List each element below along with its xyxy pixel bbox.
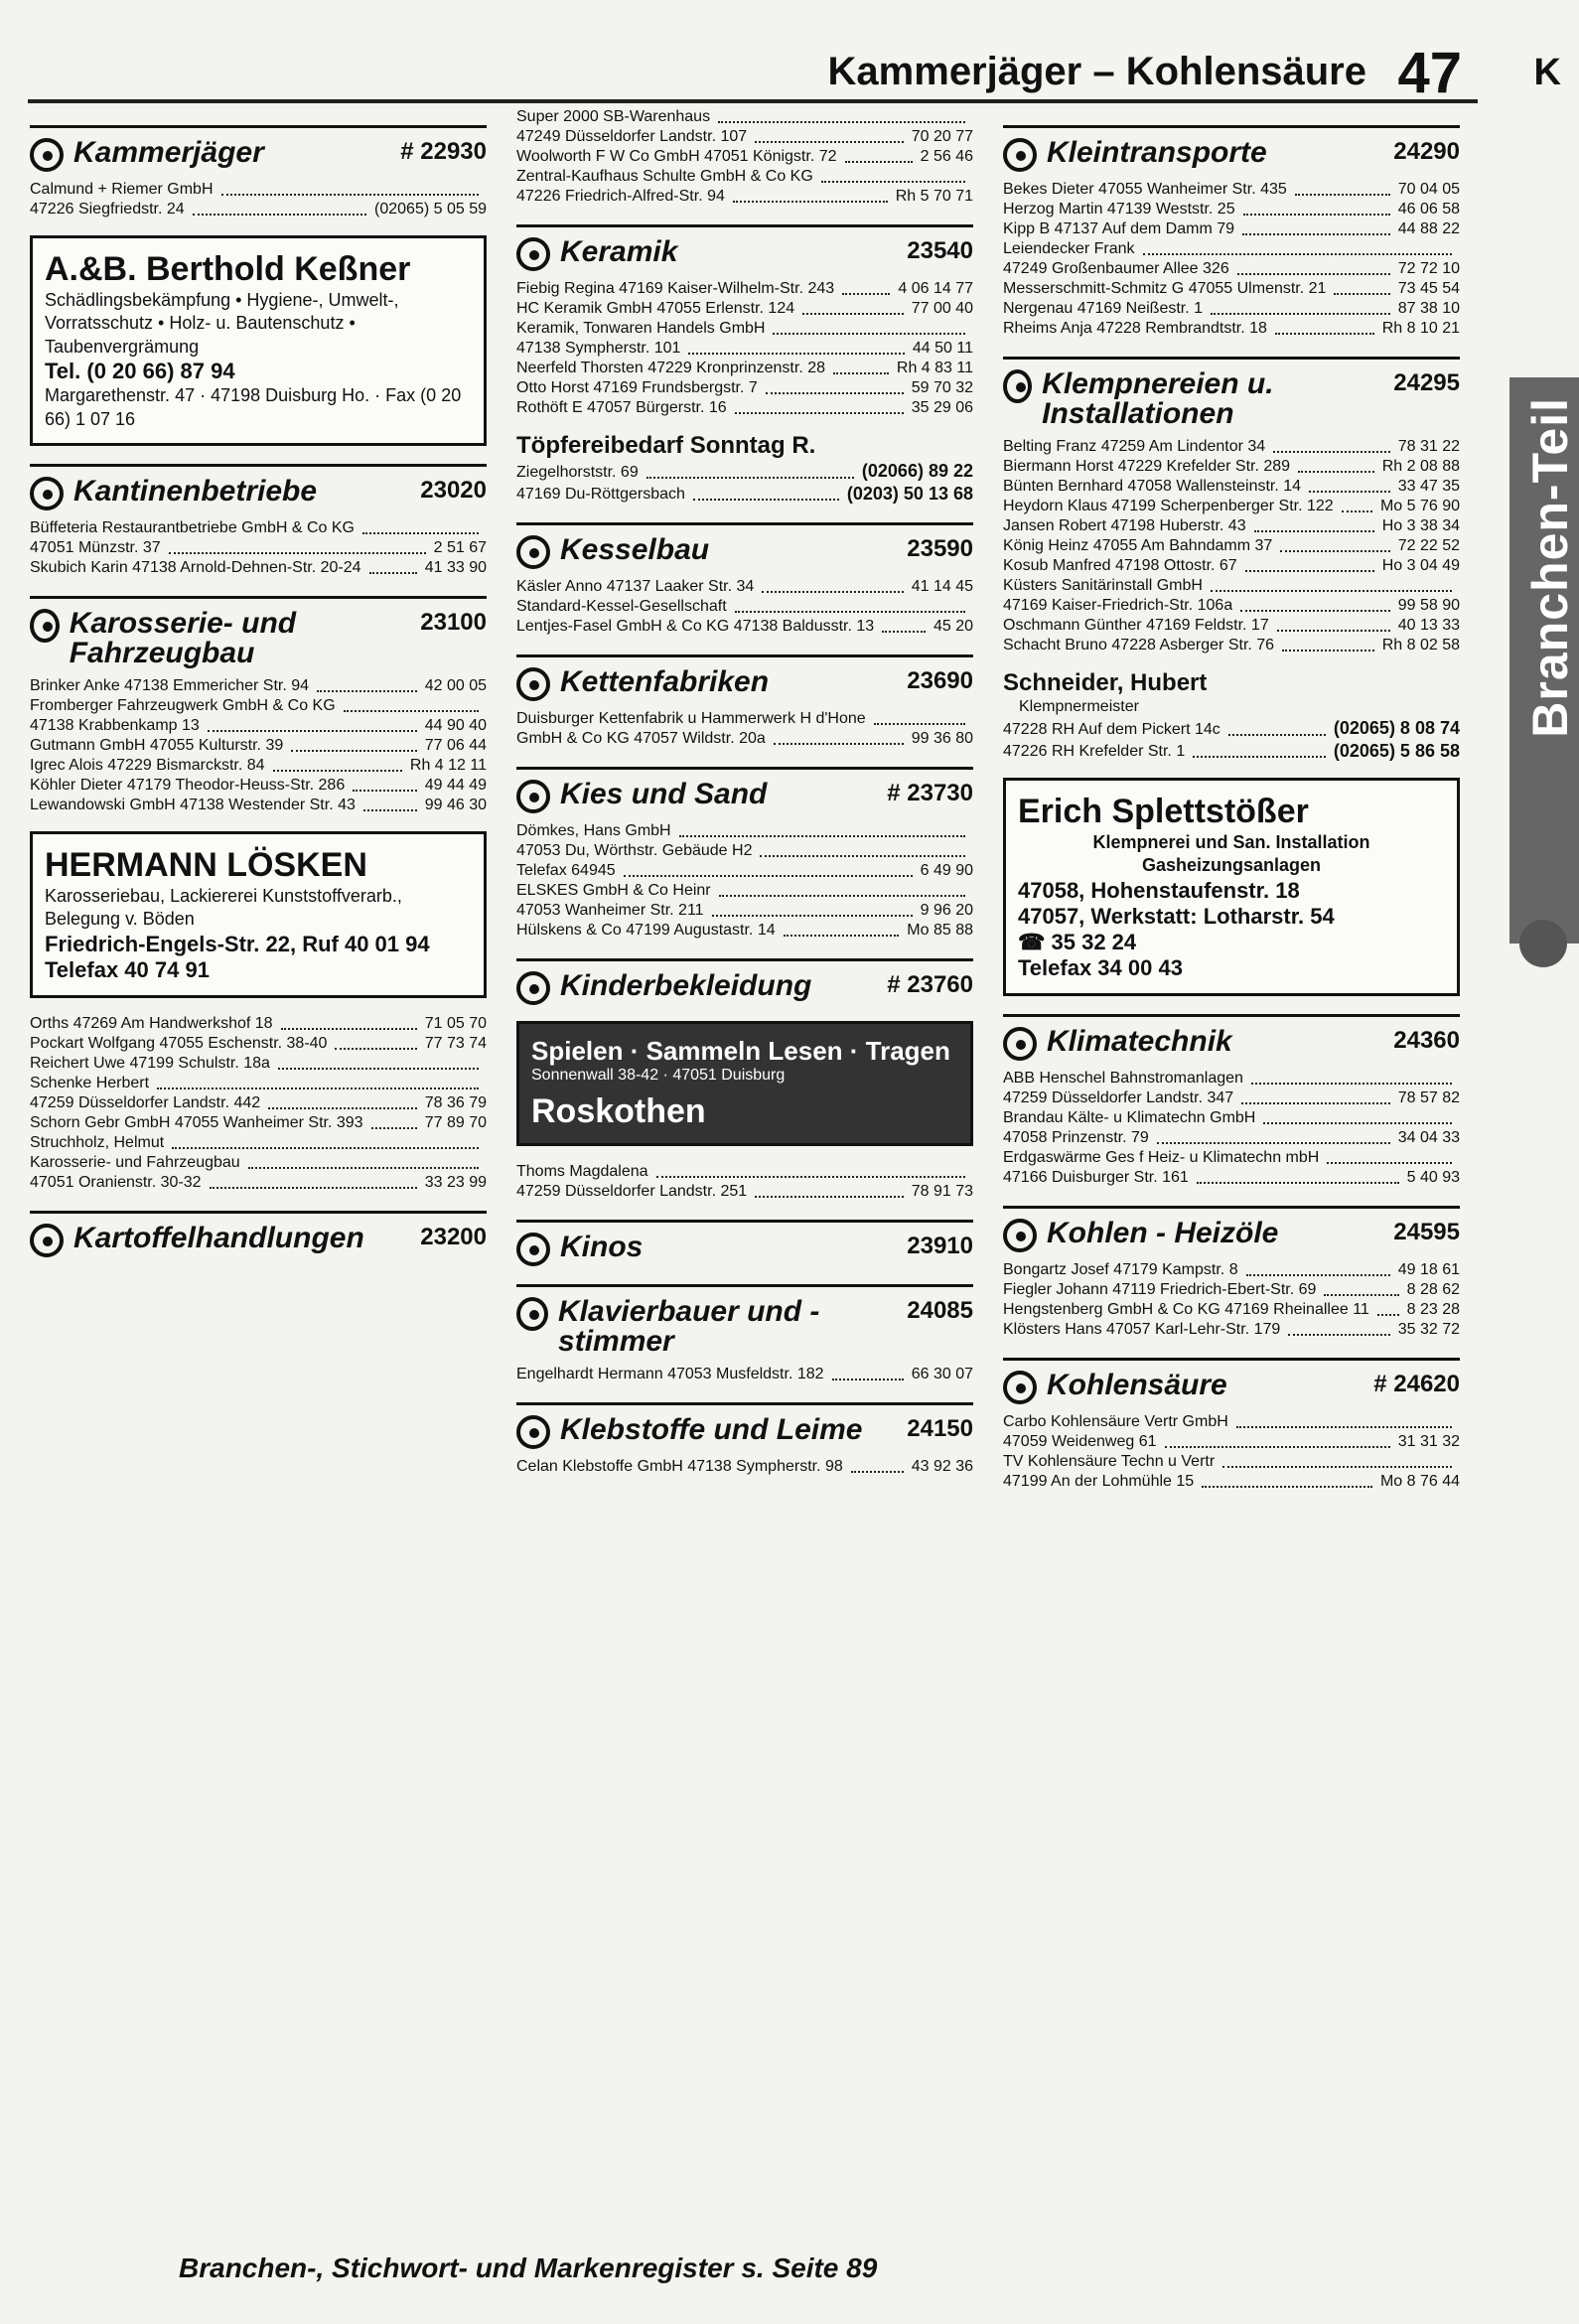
featured-title: Schneider, Hubert xyxy=(1003,669,1208,696)
listing-group: Orths 47269 Am Handwerkshof 18 71 05 70 Pockart Wolfgang 47055 Eschenstr. 38-40 77 73 74 Reichert Uwe 47199 Schulstr. 18a Schenke Herbert 47259 Düsseldorfer Landstr. 442 78 36 79 Schorn Gebr GmbH 47055 Wanheimer Str. 393 77 89 70 Struchholz, Helmut Karosserie- und Fahrzeugbau 47051 Oranienstr. 30-32 33 23 99 xyxy=(30,1014,487,1191)
page-footer: Branchen-, Stichwort- und Markenregister s. Seite 89 xyxy=(179,2252,878,2283)
ad-phone: ☎ 35 32 24 xyxy=(1018,929,1137,954)
section-name: Kartoffelhandlungen xyxy=(73,1221,364,1254)
section-circle-icon xyxy=(30,609,60,643)
listing-group: Calmund + Riemer GmbH 47226 Siegfriedstr. 24 (02065) 5 05 59 xyxy=(30,181,487,218)
ad-title: A.&B. Berthold Keßner xyxy=(45,250,411,288)
listing-group: Super 2000 SB-Warenhaus 47249 Düsseldorfer Landstr. 107 70 20 77 Woolworth F W Co GmbH 47051 Königstr. 72 2 56 46 Zentral-Kaufhaus Schulte GmbH & Co KG 47226 Friedrich-Alfred-Str. 94 Rh 5 70 71 xyxy=(516,108,973,205)
section-circle-icon xyxy=(1003,369,1032,403)
listing-group: Duisburger Kettenfabrik u Hammerwerk H d'Hone GmbH & Co KG 47057 Wildstr. 20a 99 36 80 xyxy=(516,710,973,747)
section-code: # 24620 xyxy=(1373,1370,1460,1397)
page-header xyxy=(28,41,1478,105)
featured-title: Töpfereibedarf Sonntag R. xyxy=(516,432,816,459)
section-code: # 22930 xyxy=(400,138,487,165)
section-header xyxy=(516,767,973,813)
section-header xyxy=(516,1402,973,1449)
page-title: Kammerjäger – Kohlensäure xyxy=(827,50,1366,93)
section-header xyxy=(1003,357,1460,429)
ad-text: Karosseriebau, Lackiererei Kunststoffverarb., Belegung v. Böden xyxy=(45,885,402,930)
section-circle-icon xyxy=(516,237,550,271)
section-code: 24295 xyxy=(1393,369,1460,396)
listing-group: Celan Klebstoffe GmbH 47138 Sympherstr. 98 43 92 36 xyxy=(516,1458,973,1475)
section-code: 23590 xyxy=(907,535,973,562)
section-header xyxy=(516,224,973,271)
section-name: Kinos xyxy=(560,1231,644,1263)
section-circle-icon xyxy=(30,1224,64,1257)
listing-group: Thoms Magdalena 47259 Düsseldorfer Landstr. 251 78 91 73 xyxy=(516,1163,973,1200)
section-circle-icon xyxy=(1003,1371,1037,1404)
section-header xyxy=(516,654,973,701)
featured-subtitle: Klempnermeister xyxy=(1019,698,1139,715)
section-code: 23910 xyxy=(907,1233,973,1259)
section-circle-icon xyxy=(516,1415,550,1449)
listing-group: Dömkes, Hans GmbH 47053 Du, Wörthstr. Gebäude H2 Telefax 64945 6 49 90 ELSKES GmbH & Co Heinr 47053 Wanheimer Str. 211 9 96 20 Hülskens & Co 47199 Augustastr. 14 Mo 85 88 xyxy=(516,822,973,939)
section-header xyxy=(1003,1014,1460,1061)
section-header xyxy=(1003,125,1460,172)
section-circle-icon xyxy=(516,1233,550,1266)
side-tab xyxy=(1509,377,1579,944)
section-circle-icon xyxy=(516,780,550,813)
section-circle-icon xyxy=(516,971,550,1005)
section-header xyxy=(30,596,487,668)
section-name: Kohlensäure xyxy=(1047,1368,1227,1401)
section-circle-icon xyxy=(516,535,550,569)
featured-listing: Schneider, Hubert Klempnermeister 47228 RH Auf dem Pickert 14c (02065) 8 08 74 47226 RH Krefelder Str. 1 (02065) 5 86 58 xyxy=(1003,669,1460,761)
column-1 xyxy=(30,107,487,1265)
section-code: 23020 xyxy=(420,476,487,504)
section-header xyxy=(30,125,487,172)
ad-splettstoesser xyxy=(1003,778,1460,996)
section-circle-icon xyxy=(30,138,64,172)
section-code: 24290 xyxy=(1393,138,1460,165)
ad-contact: Friedrich-Engels-Str. 22, Ruf 40 01 94 xyxy=(45,931,430,956)
listing-group: Belting Franz 47259 Am Lindentor 34 78 31 22 Biermann Horst 47229 Krefelder Str. 289 Rh 2 08 88 Bünten Bernhard 47058 Wallensteinstr. 14 33 47 35 Heydorn Klaus 47199 Scherpenberger Str. 122 Mo 5 76 90 Jansen Robert 47198 Huberstr. 43 Ho 3 38 34 König Heinz 47055 Am Bahndamm 37 72 22 52 Kosub Manfred 47198 Ottostr. 67 Ho 3 04 49 Küsters Sanitärinstall GmbH 47169 Kaiser-Friedrich-Str. 106a 99 58 90 Oschmann Günther 47169 Feldstr. 17 40 13 33 Schacht Bruno 47228 Asberger Str. 76 Rh 8 02 58 xyxy=(1003,438,1460,654)
listing-group: Engelhardt Hermann 47053 Musfeldstr. 182 66 30 07 xyxy=(516,1366,973,1382)
section-header xyxy=(516,1220,973,1266)
section-circle-icon xyxy=(30,477,64,510)
section-code: # 23760 xyxy=(887,971,973,998)
listing-group: Bongartz Josef 47179 Kampstr. 8 49 18 61 Fiegler Johann 47119 Friedrich-Ebert-Str. 69 8 28 62 Hengstenberg GmbH & Co KG 47169 Rheinallee 11 8 23 28 Klösters Hans 47057 Karl-Lehr-Str. 179 35 32 72 xyxy=(1003,1260,1460,1338)
ad-text: Klempnerei und San. Installation Gasheizungsanlagen xyxy=(1092,832,1370,876)
section-header xyxy=(516,958,973,1005)
section-code: 24360 xyxy=(1393,1026,1460,1054)
column-2 xyxy=(516,107,973,1477)
ad-fax: Telefax 34 00 43 xyxy=(1018,954,1183,980)
side-tab-label: Branchen-Teil xyxy=(1522,397,1578,738)
section-name: Klempnereien u. Installationen xyxy=(1042,367,1274,430)
section-header xyxy=(30,464,487,510)
section-name: Klavierbauer und -stimmer xyxy=(558,1295,820,1358)
section-header xyxy=(1003,1206,1460,1252)
section-name: Karosserie- und Fahrzeugbau xyxy=(69,606,297,669)
ad-brand: Roskothen xyxy=(531,1092,706,1130)
section-letter: K xyxy=(1533,52,1561,93)
listing-group: Brinker Anke 47138 Emmericher Str. 94 42 00 05 Fromberger Fahrzeugwerk GmbH & Co KG 47138 Krabbenkamp 13 44 90 40 Gutmann GmbH 47055 Kulturstr. 39 77 06 44 Igrec Alois 47229 Bismarckstr. 84 Rh 4 12 11 Köhler Dieter 47179 Theodor-Heuss-Str. 286 49 44 49 Lewandowski GmbH 47138 Westender Str. 43 99 46 30 xyxy=(30,676,487,813)
section-circle-icon xyxy=(1003,1219,1037,1252)
ad-fax: Telefax 40 74 91 xyxy=(45,956,210,982)
column-3 xyxy=(1003,107,1460,1492)
ad-roskothen xyxy=(516,1021,973,1146)
section-circle-icon xyxy=(516,1297,548,1331)
section-name: Kohlen - Heizöle xyxy=(1047,1216,1279,1249)
ad-address: Sonnenwall 38-42 · 47051 Duisburg xyxy=(531,1067,786,1084)
ad-phone: Tel. (0 20 66) 87 94 xyxy=(45,359,235,384)
ad-title: HERMANN LÖSKEN xyxy=(45,845,367,884)
listing-group: Bekes Dieter 47055 Wanheimer Str. 435 70 04 05 Herzog Martin 47139 Weststr. 25 46 06 58 Kipp B 47137 Auf dem Damm 79 44 88 22 Leiendecker Frank 47249 Großenbaumer Allee 326 72 72 10 Messerschmitt-Schmitz G 47055 Ulmenstr. 21 73 45 54 Nergenau 47169 Neißestr. 1 87 38 10 Rheims Anja 47228 Rembrandtstr. 18 Rh 8 10 21 xyxy=(1003,181,1460,337)
ad-text: Schädlingsbekämpfung • Hygiene-, Umwelt-, Vorratsschutz • Holz- u. Bautenschutz • Taubenvergrämung xyxy=(45,290,399,357)
section-name: Kettenfabriken xyxy=(560,665,770,698)
section-name: Kesselbau xyxy=(560,533,710,566)
section-name: Kies und Sand xyxy=(560,778,768,810)
section-name: Kleintransporte xyxy=(1047,136,1267,169)
tab-dot-icon xyxy=(1519,920,1567,967)
section-name: Kinderbekleidung xyxy=(560,969,812,1002)
ad-slogan: Spielen · Sammeln Lesen · Tragen xyxy=(531,1036,950,1066)
section-code: 23200 xyxy=(420,1223,487,1250)
section-header xyxy=(1003,1358,1460,1404)
listing-group: ABB Henschel Bahnstromanlagen 47259 Düsseldorfer Landstr. 347 78 57 82 Brandau Kälte- u Klimatechn GmbH 47058 Prinzenstr. 79 34 04 33 Erdgaswärme Ges f Heiz- u Klimatechn mbH 47166 Duisburger Str. 161 5 40 93 xyxy=(1003,1069,1460,1186)
section-code: 23690 xyxy=(907,667,973,694)
section-header xyxy=(516,522,973,569)
featured-listing: Töpfereibedarf Sonntag R. Ziegelhorststr. 69 (02066) 89 22 47169 Du-Röttgersbach (0203) 50 13 68 xyxy=(516,432,973,504)
section-name: Kammerjäger xyxy=(73,136,264,169)
section-code: 24085 xyxy=(907,1297,973,1324)
ad-address: Margarethenstr. 47 · 47198 Duisburg Ho. · Fax (0 20 66) 1 07 16 xyxy=(45,385,462,429)
section-circle-icon xyxy=(1003,138,1037,172)
listing-group: Büffeteria Restaurantbetriebe GmbH & Co KG 47051 Münzstr. 37 2 51 67 Skubich Karin 47138 Arnold-Dehnen-Str. 20-24 41 33 90 xyxy=(30,518,487,576)
ad-kessner xyxy=(30,235,487,446)
listing-group: Käsler Anno 47137 Laaker Str. 34 41 14 45 Standard-Kessel-Gesellschaft Lentjes-Fasel GmbH & Co KG 47138 Baldusstr. 13 45 20 xyxy=(516,578,973,635)
section-name: Klebstoffe und Leime xyxy=(560,1413,863,1446)
section-code: 24595 xyxy=(1393,1218,1460,1245)
section-code: 23540 xyxy=(907,237,973,264)
listing-group: Carbo Kohlensäure Vertr GmbH 47059 Weidenweg 61 31 31 32 TV Kohlensäure Techn u Vertr 47199 An der Lohmühle 15 Mo 8 76 44 xyxy=(1003,1412,1460,1490)
section-code: 23100 xyxy=(420,608,487,636)
section-code: 24150 xyxy=(907,1415,973,1442)
section-name: Keramik xyxy=(560,235,678,268)
listing-group: Fiebig Regina 47169 Kaiser-Wilhelm-Str. 243 4 06 14 77 HC Keramik GmbH 47055 Erlenstr. 124 77 00 40 Keramik, Tonwaren Handels GmbH 47138 Sympherstr. 101 44 50 11 Neerfeld Thorsten 47229 Kronprinzenstr. 28 Rh 4 83 11 Otto Horst 47169 Frundsbergstr. 7 59 70 32 Rothöft E 47057 Bürgerstr. 16 35 29 06 xyxy=(516,280,973,416)
ad-loesken xyxy=(30,831,487,998)
ad-address-1: 47058, Hohenstaufenstr. 18 xyxy=(1018,877,1300,903)
ad-title: Erich Splettstößer xyxy=(1018,793,1309,830)
ad-address-2: 47057, Werkstatt: Lotharstr. 54 xyxy=(1018,903,1335,929)
section-code: # 23730 xyxy=(887,780,973,806)
section-circle-icon xyxy=(1003,1027,1037,1061)
section-circle-icon xyxy=(516,667,550,701)
section-header xyxy=(516,1284,973,1357)
section-name: Klimatechnik xyxy=(1047,1024,1232,1058)
section-name: Kantinenbetriebe xyxy=(73,474,318,508)
section-header xyxy=(30,1211,487,1257)
page-number: 47 xyxy=(1397,41,1462,105)
